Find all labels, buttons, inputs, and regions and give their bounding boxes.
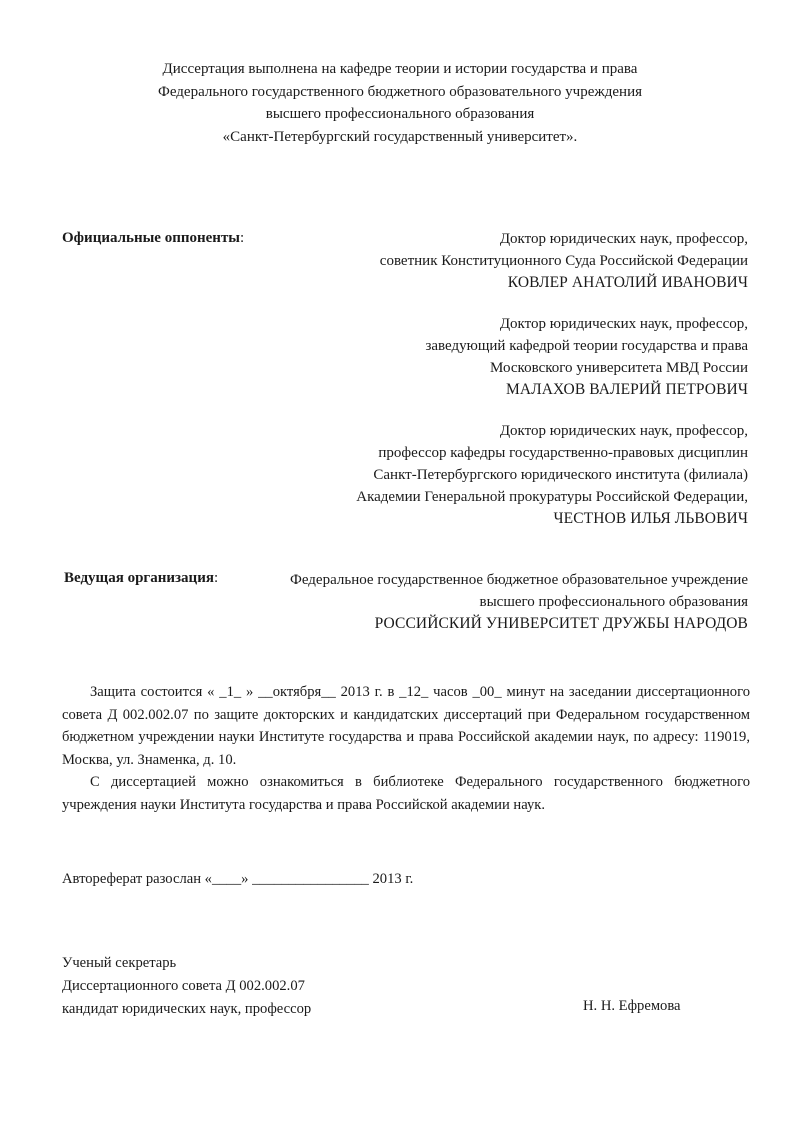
opponent-line: Доктор юридических наук, профессор, (499, 423, 748, 439)
defense-paragraph: Защита состоится « _1_ » __октября__ 2013 г. в _12_ часов _00_ минут на заседании диссертационного совета Д 002.002.07 по защите докторских и кандидатских диссертаций при Федеральном государственном бюджетном учреждении науки Институте государства и права Российской академии наук, по адресу: 119019, Москва, ул. Знаменка, д. 10. (62, 684, 750, 768)
leading-org-name: РОССИЙСКИЙ УНИВЕРСИТЕТ ДРУЖБЫ НАРОДОВ (374, 615, 748, 632)
opponent-line: Доктор юридических наук, профессор, (499, 231, 748, 247)
opponent-line: Доктор юридических наук, профессор, (499, 316, 748, 332)
leading-org-line: Федеральное государственное бюджетное образовательное учреждение (289, 572, 748, 588)
leading-org-label-colon: : (213, 570, 219, 586)
opponent-line: советник Конституционного Суда Российской Федерации (379, 253, 748, 269)
secretary-line: Ученый секретарь (62, 955, 177, 971)
header-block (0, 58, 800, 148)
secretary-line: Диссертационного совета Д 002.002.07 (62, 978, 305, 994)
opponents-label-colon: : (240, 230, 245, 246)
secretary-name: Н. Н. Ефремова (583, 998, 681, 1014)
opponents-label-text: Официальные оппоненты (62, 230, 241, 246)
secretary-line: кандидат юридических наук, профессор (62, 1001, 312, 1017)
leading-org-label-text: Ведущая организация (64, 570, 214, 586)
secretary-block (62, 952, 311, 1021)
opponents-label (62, 230, 244, 247)
opponent-1 (380, 228, 748, 294)
opponent-2 (425, 313, 748, 401)
header-line: Федерального государственного бюджетного образовательного учреждения (157, 83, 642, 100)
opponent-line: Академии Генеральной прокуратуры Российской Федерации, (356, 489, 748, 505)
leading-org-label (64, 570, 218, 587)
opponent-3 (356, 420, 748, 530)
library-paragraph: С диссертацией можно ознакомиться в библиотеке Федерального государственного бюджетного учреждения науки Института государства и права Российской академии наук. (62, 774, 750, 813)
opponent-line: заведующий кафедрой теории государства и права (425, 338, 748, 354)
opponent-name: ЧЕСТНОВ ИЛЬЯ ЛЬВОВИЧ (553, 510, 748, 527)
header-line: Диссертация выполнена на кафедре теории и истории государства и права (162, 61, 638, 77)
leading-org-line: высшего профессионального образования (479, 594, 748, 610)
opponent-name: МАЛАХОВ ВАЛЕРИЙ ПЕТРОВИЧ (505, 381, 748, 398)
opponent-name: КОВЛЕР АНАТОЛИЙ ИВАНОВИЧ (507, 274, 748, 291)
opponent-line: профессор кафедры государственно-правовых дисциплин (378, 445, 748, 461)
opponent-line: Московского университета МВД России (490, 360, 748, 376)
opponent-line: Санкт-Петербургского юридического института (филиала) (373, 467, 748, 483)
leading-org-block (290, 569, 748, 635)
header-line: «Санкт-Петербургский государственный университет». (222, 128, 578, 145)
sent-line: Автореферат разослан «____» ________________ 2013 г. (62, 871, 414, 887)
defense-block (62, 681, 750, 816)
header-line: высшего профессионального образования (265, 106, 535, 122)
